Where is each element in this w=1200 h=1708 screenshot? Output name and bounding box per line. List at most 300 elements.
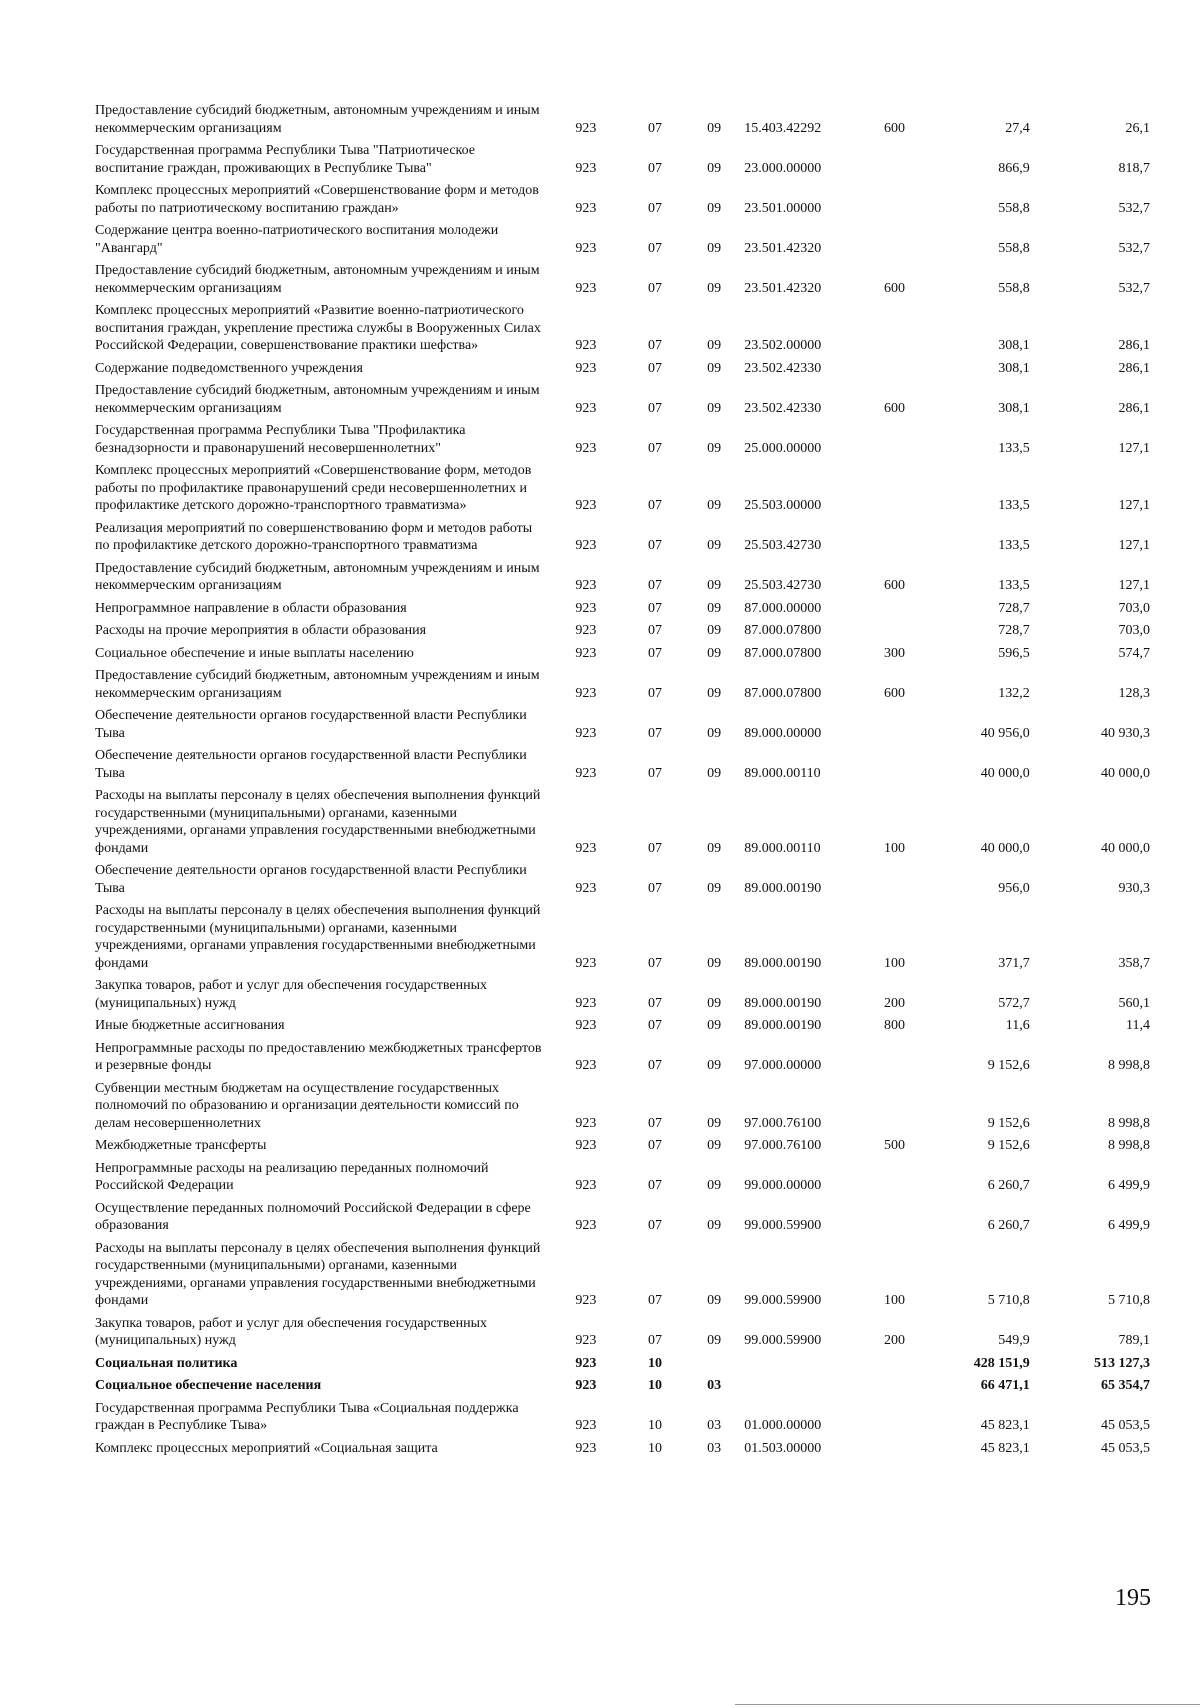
row-amount-2: 11,4 bbox=[1126, 1018, 1150, 1033]
row-amount-1: 308,1 bbox=[998, 400, 1030, 416]
row-name: Непрограммное направление в области образования bbox=[95, 600, 407, 616]
row-subsection-code: 09 bbox=[707, 1178, 722, 1193]
row-ved-code: 923 bbox=[575, 623, 597, 638]
table-row bbox=[95, 182, 1150, 222]
table-row bbox=[95, 1040, 1150, 1080]
row-amount-1: 428 151,9 bbox=[973, 1355, 1030, 1371]
row-ved-code: 923 bbox=[575, 280, 597, 296]
row-target-article: 89.000.00110 bbox=[744, 840, 821, 856]
row-expense-type bbox=[864, 747, 924, 787]
row-subsection-code: 09 bbox=[707, 1058, 722, 1073]
row-ved-code: 923 bbox=[575, 240, 597, 256]
row-ved-code: 923 bbox=[575, 338, 597, 353]
row-subsection-code: 09 bbox=[707, 840, 722, 856]
row-amount-2: 6 499,9 bbox=[1108, 1178, 1150, 1193]
row-name: Межбюджетные трансферты bbox=[95, 1138, 267, 1153]
row-name: Социальное обеспечение населения bbox=[95, 1378, 322, 1393]
table-row bbox=[95, 142, 1150, 182]
row-subsection-code bbox=[684, 1355, 744, 1378]
row-target-article: 89.000.00190 bbox=[744, 1018, 822, 1033]
row-name: Государственная программа Республики Тыва "Профилактика безнадзорности и правонарушений несовершеннолетних" bbox=[95, 423, 466, 456]
row-amount-2: 8 998,8 bbox=[1108, 1115, 1150, 1131]
row-section-code: 07 bbox=[648, 498, 663, 513]
row-amount-2: 40 000,0 bbox=[1101, 840, 1150, 856]
row-subsection-code: 09 bbox=[707, 1218, 722, 1233]
row-name: Субвенции местным бюджетам на осуществление государственных полномочий по образованию и организации деятельности комиссий по делам несовершеннолетних bbox=[95, 1080, 519, 1131]
row-subsection-code: 03 bbox=[707, 1418, 722, 1433]
row-amount-2: 5 710,8 bbox=[1108, 1293, 1150, 1308]
row-amount-1: 9 152,6 bbox=[987, 1115, 1030, 1131]
row-section-code: 07 bbox=[648, 578, 663, 593]
table-row bbox=[95, 302, 1150, 360]
row-target-article: 23.501.42320 bbox=[744, 240, 822, 256]
row-amount-2: 818,7 bbox=[1118, 160, 1150, 176]
row-section-code: 07 bbox=[648, 280, 663, 296]
row-expense-type bbox=[864, 862, 924, 902]
row-ved-code: 923 bbox=[575, 840, 597, 856]
table-row bbox=[95, 520, 1150, 560]
row-section-code: 07 bbox=[648, 1333, 663, 1348]
row-ved-code: 923 bbox=[575, 645, 597, 661]
row-ved-code: 923 bbox=[575, 880, 597, 896]
row-amount-2: 703,0 bbox=[1118, 623, 1150, 638]
row-amount-1: 866,9 bbox=[998, 160, 1030, 176]
row-subsection-code: 09 bbox=[707, 538, 722, 553]
row-expense-type: 600 bbox=[883, 578, 905, 593]
row-section-code: 10 bbox=[648, 1440, 663, 1456]
row-amount-2: 127,1 bbox=[1118, 538, 1150, 553]
row-expense-type bbox=[864, 302, 924, 360]
row-name: Предоставление субсидий бюджетным, автономным учреждениям и иным некоммерческим организациям bbox=[95, 560, 540, 593]
row-name: Комплекс процессных мероприятий «Развитие военно-патриотического воспитания граждан, укрепление престижа службы в Вооруженных Силах Российской Федерации, совершенствование практики шефства» bbox=[95, 303, 541, 353]
row-amount-2: 703,0 bbox=[1118, 600, 1150, 616]
row-expense-type bbox=[864, 142, 924, 182]
row-name: Закупка товаров, работ и услуг для обеспечения государственных (муниципальных) нужд bbox=[95, 978, 488, 1011]
table-row bbox=[95, 1315, 1150, 1355]
row-ved-code: 923 bbox=[575, 1293, 597, 1308]
row-section-code: 07 bbox=[648, 120, 663, 136]
row-amount-2: 532,7 bbox=[1118, 280, 1150, 296]
table-row bbox=[95, 1080, 1150, 1138]
table-row bbox=[95, 977, 1150, 1017]
table-row bbox=[95, 1377, 1150, 1400]
row-name: Обеспечение деятельности органов государственной власти Республики Тыва bbox=[95, 863, 527, 896]
row-expense-type: 200 bbox=[883, 1333, 905, 1348]
row-expense-type bbox=[864, 222, 924, 262]
row-target-article: 25.503.00000 bbox=[744, 498, 822, 513]
row-name: Предоставление субсидий бюджетным, автономным учреждениям и иным некоммерческим организациям bbox=[95, 103, 540, 136]
row-expense-type bbox=[864, 1160, 924, 1200]
row-amount-2: 40 000,0 bbox=[1101, 765, 1150, 781]
row-name: Социальное обеспечение и иные выплаты населению bbox=[95, 645, 414, 661]
row-amount-2: 286,1 bbox=[1118, 360, 1150, 376]
row-section-code: 07 bbox=[648, 400, 663, 416]
row-amount-2: 513 127,3 bbox=[1094, 1355, 1150, 1371]
row-amount-1: 9 152,6 bbox=[987, 1138, 1030, 1153]
row-name: Расходы на выплаты персоналу в целях обеспечения выполнения функций государственными (муниципальными) органами, казенными учреждениями, органами управления государственными внебюджетными фондами bbox=[95, 903, 541, 971]
row-target-article: 23.000.00000 bbox=[744, 160, 822, 176]
table-row bbox=[95, 422, 1150, 462]
table-row bbox=[95, 1200, 1150, 1240]
table-row bbox=[95, 1400, 1150, 1440]
row-name: Обеспечение деятельности органов государственной власти Республики Тыва bbox=[95, 748, 527, 781]
row-name: Социальная политика bbox=[95, 1355, 238, 1371]
row-amount-1: 371,7 bbox=[998, 955, 1030, 971]
row-section-code: 10 bbox=[648, 1355, 663, 1371]
row-name: Осуществление переданных полномочий Российской Федерации в сфере образования bbox=[95, 1200, 531, 1233]
row-name: Комплекс процессных мероприятий «Социальная защита bbox=[95, 1440, 438, 1456]
row-expense-type: 100 bbox=[883, 955, 905, 971]
table-row bbox=[95, 1137, 1150, 1160]
row-amount-1: 133,5 bbox=[998, 538, 1030, 553]
row-name: Непрограммные расходы на реализацию переданных полномочий Российской Федерации bbox=[95, 1160, 489, 1193]
row-expense-type: 600 bbox=[883, 120, 905, 136]
row-amount-1: 596,5 bbox=[998, 645, 1030, 661]
row-ved-code: 923 bbox=[575, 120, 597, 136]
row-expense-type bbox=[864, 462, 924, 520]
row-ved-code: 923 bbox=[575, 1018, 597, 1033]
row-amount-2: 65 354,7 bbox=[1101, 1378, 1150, 1393]
row-amount-1: 40 000,0 bbox=[980, 765, 1030, 781]
row-amount-1: 133,5 bbox=[998, 440, 1030, 456]
row-expense-type: 800 bbox=[883, 1018, 905, 1033]
row-amount-1: 132,2 bbox=[998, 685, 1030, 701]
row-section-code: 07 bbox=[648, 1018, 663, 1033]
table-row bbox=[95, 1240, 1150, 1315]
table-row bbox=[95, 667, 1150, 707]
row-expense-type bbox=[864, 422, 924, 462]
row-amount-2: 560,1 bbox=[1118, 995, 1150, 1011]
row-section-code: 07 bbox=[648, 200, 663, 216]
row-subsection-code: 09 bbox=[707, 498, 722, 513]
row-subsection-code: 09 bbox=[707, 200, 722, 216]
row-name: Содержание центра военно-патриотического воспитания молодежи "Авангард" bbox=[95, 223, 499, 256]
row-subsection-code: 09 bbox=[707, 280, 722, 296]
row-section-code: 07 bbox=[648, 1138, 663, 1153]
row-ved-code: 923 bbox=[575, 360, 597, 376]
row-amount-1: 133,5 bbox=[998, 578, 1030, 593]
row-subsection-code: 09 bbox=[707, 955, 722, 971]
table-row bbox=[95, 102, 1150, 142]
table-row bbox=[95, 262, 1150, 302]
row-amount-1: 6 260,7 bbox=[987, 1218, 1030, 1233]
row-ved-code: 923 bbox=[575, 1440, 597, 1456]
row-amount-2: 127,1 bbox=[1118, 578, 1150, 593]
row-amount-1: 11,6 bbox=[1005, 1018, 1030, 1033]
row-name: Закупка товаров, работ и услуг для обеспечения государственных (муниципальных) нужд bbox=[95, 1315, 488, 1348]
row-expense-type: 200 bbox=[883, 995, 905, 1011]
row-expense-type bbox=[864, 1355, 924, 1378]
row-subsection-code: 09 bbox=[707, 1138, 722, 1153]
row-subsection-code: 09 bbox=[707, 1293, 722, 1308]
row-ved-code: 923 bbox=[575, 578, 597, 593]
row-section-code: 07 bbox=[648, 1293, 663, 1308]
budget-table bbox=[95, 102, 1150, 1462]
row-subsection-code: 09 bbox=[707, 765, 722, 781]
row-subsection-code: 09 bbox=[707, 1333, 722, 1348]
row-name: Иные бюджетные ассигнования bbox=[95, 1018, 285, 1033]
row-section-code: 07 bbox=[648, 538, 663, 553]
row-target-article: 15.403.42292 bbox=[744, 120, 822, 136]
row-target-article: 23.502.42330 bbox=[744, 360, 822, 376]
row-subsection-code: 09 bbox=[707, 338, 722, 353]
table-row bbox=[95, 462, 1150, 520]
row-subsection-code: 09 bbox=[707, 120, 722, 136]
row-amount-1: 558,8 bbox=[998, 240, 1030, 256]
row-subsection-code: 09 bbox=[707, 578, 722, 593]
table-row bbox=[95, 902, 1150, 977]
row-subsection-code: 09 bbox=[707, 400, 722, 416]
row-amount-1: 27,4 bbox=[1005, 120, 1030, 136]
row-target-article: 99.000.00000 bbox=[744, 1178, 822, 1193]
row-amount-2: 40 930,3 bbox=[1101, 725, 1150, 741]
table-row bbox=[95, 707, 1150, 747]
row-target-article: 89.000.00110 bbox=[744, 765, 821, 781]
row-ved-code: 923 bbox=[575, 498, 597, 513]
row-amount-1: 558,8 bbox=[998, 280, 1030, 296]
row-target-article: 87.000.00000 bbox=[744, 600, 822, 616]
row-ved-code: 923 bbox=[575, 600, 597, 616]
row-amount-1: 308,1 bbox=[998, 360, 1030, 376]
row-target-article: 89.000.00190 bbox=[744, 880, 822, 896]
row-section-code: 07 bbox=[648, 725, 663, 741]
row-amount-2: 358,7 bbox=[1118, 955, 1150, 971]
row-target-article: 99.000.59900 bbox=[744, 1218, 822, 1233]
row-ved-code: 923 bbox=[575, 1138, 597, 1153]
row-amount-1: 9 152,6 bbox=[987, 1058, 1030, 1073]
row-expense-type: 100 bbox=[883, 840, 905, 856]
row-expense-type bbox=[864, 1400, 924, 1440]
row-name: Комплекс процессных мероприятий «Совершенствование форм и методов работы по патриотическому воспитанию граждан» bbox=[95, 183, 539, 216]
row-section-code: 07 bbox=[648, 600, 663, 616]
row-target-article: 87.000.07800 bbox=[744, 623, 822, 638]
row-name: Предоставление субсидий бюджетным, автономным учреждениям и иным некоммерческим организациям bbox=[95, 263, 540, 296]
row-target-article: 87.000.07800 bbox=[744, 685, 822, 701]
row-section-code: 07 bbox=[648, 1115, 663, 1131]
row-amount-2: 930,3 bbox=[1118, 880, 1150, 896]
row-section-code: 07 bbox=[648, 440, 663, 456]
row-subsection-code: 09 bbox=[707, 725, 722, 741]
row-ved-code: 923 bbox=[575, 725, 597, 741]
table-row bbox=[95, 222, 1150, 262]
row-amount-2: 532,7 bbox=[1118, 200, 1150, 216]
row-expense-type: 600 bbox=[883, 280, 905, 296]
row-amount-2: 127,1 bbox=[1118, 440, 1150, 456]
row-ved-code: 923 bbox=[575, 160, 597, 176]
row-expense-type bbox=[864, 1440, 924, 1463]
table-row bbox=[95, 360, 1150, 383]
row-amount-2: 45 053,5 bbox=[1101, 1440, 1150, 1456]
row-expense-type bbox=[864, 1040, 924, 1080]
row-subsection-code: 09 bbox=[707, 685, 722, 701]
row-expense-type: 600 bbox=[883, 400, 905, 416]
row-subsection-code: 09 bbox=[707, 360, 722, 376]
page-number: 195 bbox=[1115, 1585, 1151, 1611]
row-target-article: 97.000.00000 bbox=[744, 1058, 822, 1073]
row-amount-2: 26,1 bbox=[1125, 120, 1150, 136]
row-amount-1: 549,9 bbox=[998, 1333, 1030, 1348]
row-target-article: 01.503.00000 bbox=[744, 1440, 822, 1456]
row-ved-code: 923 bbox=[575, 995, 597, 1011]
row-name: Расходы на выплаты персоналу в целях обеспечения выполнения функций государственными (муниципальными) органами, казенными учреждениями, органами управления государственными внебюджетными фондами bbox=[95, 1240, 541, 1308]
row-ved-code: 923 bbox=[575, 400, 597, 416]
row-expense-type bbox=[864, 600, 924, 623]
row-target-article: 99.000.59900 bbox=[744, 1293, 822, 1308]
row-amount-1: 45 823,1 bbox=[980, 1440, 1030, 1456]
row-amount-1: 133,5 bbox=[998, 498, 1030, 513]
row-expense-type bbox=[864, 1200, 924, 1240]
row-target-article: 01.000.00000 bbox=[744, 1418, 822, 1433]
row-expense-type: 600 bbox=[883, 685, 905, 701]
row-name: Государственная программа Республики Тыва «Социальная поддержка граждан в Республике Тыва» bbox=[95, 1400, 519, 1433]
row-target-article: 87.000.07800 bbox=[744, 645, 822, 661]
row-name: Обеспечение деятельности органов государственной власти Республики Тыва bbox=[95, 708, 527, 741]
row-section-code: 07 bbox=[648, 240, 663, 256]
table-row bbox=[95, 1160, 1150, 1200]
row-amount-1: 6 260,7 bbox=[987, 1178, 1030, 1193]
row-amount-1: 728,7 bbox=[998, 600, 1030, 616]
row-subsection-code: 09 bbox=[707, 600, 722, 616]
row-section-code: 07 bbox=[648, 1058, 663, 1073]
row-target-article bbox=[744, 1377, 864, 1400]
row-expense-type bbox=[864, 182, 924, 222]
row-amount-1: 308,1 bbox=[998, 338, 1030, 353]
row-subsection-code: 03 bbox=[707, 1440, 722, 1456]
row-section-code: 07 bbox=[648, 1218, 663, 1233]
row-amount-2: 574,7 bbox=[1118, 645, 1150, 661]
row-ved-code: 923 bbox=[575, 440, 597, 456]
table-row bbox=[95, 645, 1150, 668]
row-section-code: 07 bbox=[648, 360, 663, 376]
table-row bbox=[95, 1355, 1150, 1378]
row-target-article: 97.000.76100 bbox=[744, 1115, 822, 1131]
row-section-code: 07 bbox=[648, 1178, 663, 1193]
row-amount-2: 45 053,5 bbox=[1101, 1418, 1150, 1433]
row-section-code: 07 bbox=[648, 623, 663, 638]
row-ved-code: 923 bbox=[575, 1218, 597, 1233]
row-ved-code: 923 bbox=[575, 1115, 597, 1131]
row-name: Предоставление субсидий бюджетным, автономным учреждениям и иным некоммерческим организациям bbox=[95, 383, 540, 416]
row-amount-2: 8 998,8 bbox=[1108, 1058, 1150, 1073]
row-target-article: 23.501.42320 bbox=[744, 280, 822, 296]
row-ved-code: 923 bbox=[575, 538, 597, 553]
row-target-article: 23.501.00000 bbox=[744, 200, 822, 216]
row-ved-code: 923 bbox=[575, 1418, 597, 1433]
row-target-article: 89.000.00000 bbox=[744, 725, 822, 741]
row-target-article bbox=[744, 1355, 864, 1378]
row-target-article: 89.000.00190 bbox=[744, 995, 822, 1011]
row-amount-2: 128,3 bbox=[1118, 685, 1150, 701]
row-target-article: 25.000.00000 bbox=[744, 440, 822, 456]
table-row bbox=[95, 862, 1150, 902]
row-subsection-code: 09 bbox=[707, 1115, 722, 1131]
footer-rule bbox=[735, 1704, 1200, 1705]
row-ved-code: 923 bbox=[575, 1178, 597, 1193]
row-ved-code: 923 bbox=[575, 1333, 597, 1348]
row-expense-type bbox=[864, 707, 924, 747]
table-row bbox=[95, 600, 1150, 623]
row-amount-2: 286,1 bbox=[1118, 400, 1150, 416]
table-row bbox=[95, 747, 1150, 787]
row-ved-code: 923 bbox=[575, 200, 597, 216]
row-target-article: 25.503.42730 bbox=[744, 578, 822, 593]
row-amount-2: 286,1 bbox=[1118, 338, 1150, 353]
row-subsection-code: 09 bbox=[707, 995, 722, 1011]
row-amount-2: 8 998,8 bbox=[1108, 1138, 1150, 1153]
row-name: Непрограммные расходы по предоставлению межбюджетных трансфертов и резервные фонды bbox=[95, 1040, 542, 1073]
row-expense-type bbox=[864, 1377, 924, 1400]
row-expense-type: 300 bbox=[883, 645, 905, 661]
row-section-code: 10 bbox=[648, 1418, 663, 1433]
row-amount-1: 40 000,0 bbox=[980, 840, 1030, 856]
row-amount-1: 5 710,8 bbox=[987, 1293, 1030, 1308]
table-row bbox=[95, 622, 1150, 645]
row-expense-type bbox=[864, 1080, 924, 1138]
row-section-code: 07 bbox=[648, 840, 663, 856]
row-expense-type: 100 bbox=[883, 1293, 905, 1308]
row-name: Расходы на прочие мероприятия в области образования bbox=[95, 623, 427, 638]
budget-table-body bbox=[95, 102, 1150, 1462]
row-subsection-code: 09 bbox=[707, 1018, 722, 1033]
row-amount-1: 66 471,1 bbox=[980, 1378, 1030, 1393]
row-amount-1: 728,7 bbox=[998, 623, 1030, 638]
row-section-code: 10 bbox=[648, 1378, 663, 1393]
row-ved-code: 923 bbox=[575, 765, 597, 781]
row-subsection-code: 09 bbox=[707, 440, 722, 456]
row-subsection-code: 09 bbox=[707, 623, 722, 638]
row-amount-1: 572,7 bbox=[998, 995, 1030, 1011]
table-row bbox=[95, 1440, 1150, 1463]
row-section-code: 07 bbox=[648, 160, 663, 176]
row-target-article: 25.503.42730 bbox=[744, 538, 822, 553]
row-ved-code: 923 bbox=[575, 1058, 597, 1073]
row-name: Комплекс процессных мероприятий «Совершенствование форм, методов работы по профилактике правонарушений среди несовершеннолетних и профилактике детского дорожно-транспортного травматизма» bbox=[95, 463, 532, 513]
row-section-code: 07 bbox=[648, 645, 663, 661]
row-expense-type: 500 bbox=[883, 1138, 905, 1153]
row-ved-code: 923 bbox=[575, 685, 597, 701]
row-target-article: 89.000.00190 bbox=[744, 955, 822, 971]
row-section-code: 07 bbox=[648, 338, 663, 353]
row-target-article: 99.000.59900 bbox=[744, 1333, 822, 1348]
row-amount-2: 532,7 bbox=[1118, 240, 1150, 256]
row-expense-type bbox=[864, 520, 924, 560]
row-subsection-code: 09 bbox=[707, 240, 722, 256]
row-section-code: 07 bbox=[648, 765, 663, 781]
row-subsection-code: 09 bbox=[707, 880, 722, 896]
row-target-article: 97.000.76100 bbox=[744, 1138, 822, 1153]
row-subsection-code: 09 bbox=[707, 160, 722, 176]
row-ved-code: 923 bbox=[575, 1355, 597, 1371]
table-row bbox=[95, 1017, 1150, 1040]
row-amount-2: 6 499,9 bbox=[1108, 1218, 1150, 1233]
row-section-code: 07 bbox=[648, 685, 663, 701]
row-name: Расходы на выплаты персоналу в целях обеспечения выполнения функций государственными (муниципальными) органами, казенными учреждениями, органами управления государственными внебюджетными фондами bbox=[95, 788, 541, 856]
row-target-article: 23.502.00000 bbox=[744, 338, 822, 353]
row-amount-2: 127,1 bbox=[1118, 498, 1150, 513]
row-name: Содержание подведомственного учреждения bbox=[95, 360, 363, 376]
table-row bbox=[95, 787, 1150, 862]
table-row bbox=[95, 382, 1150, 422]
row-subsection-code: 03 bbox=[707, 1378, 722, 1393]
row-expense-type bbox=[864, 360, 924, 383]
row-amount-1: 956,0 bbox=[998, 880, 1030, 896]
row-name: Реализация мероприятий по совершенствованию форм и методов работы по профилактике детского дорожно-транспортного травматизма bbox=[95, 520, 533, 553]
row-target-article: 23.502.42330 bbox=[744, 400, 822, 416]
row-section-code: 07 bbox=[648, 995, 663, 1011]
row-section-code: 07 bbox=[648, 955, 663, 971]
row-name: Предоставление субсидий бюджетным, автономным учреждениям и иным некоммерческим организациям bbox=[95, 668, 540, 701]
row-amount-2: 789,1 bbox=[1118, 1333, 1150, 1348]
